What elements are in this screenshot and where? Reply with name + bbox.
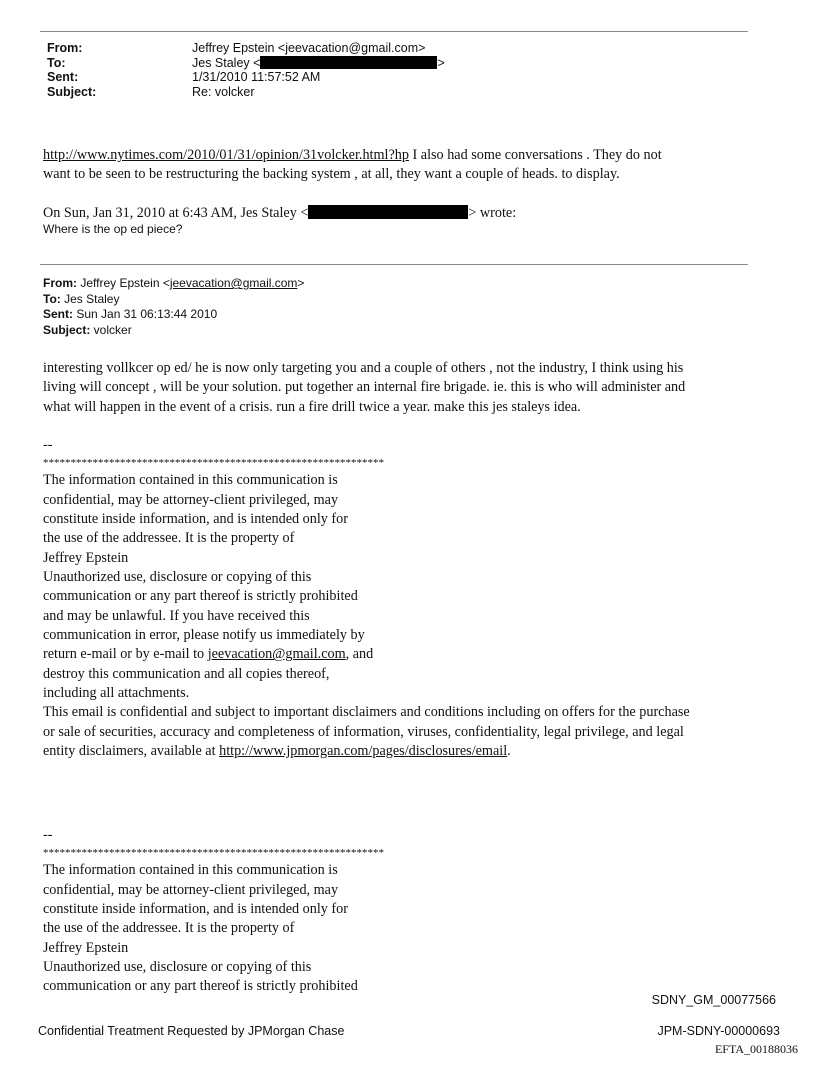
jpm-disclaimer-line1: This email is confidential and subject to important disclaimers and conditions including on offers for the purchase bbox=[43, 704, 690, 721]
disclaimer-line: communication in error, please notify us immediately by bbox=[43, 627, 365, 644]
disclaimer-block bbox=[43, 436, 690, 762]
from-close-2: > bbox=[297, 276, 305, 290]
subject-value-2: volcker bbox=[90, 322, 132, 337]
disclaimer-line: Jeffrey Epstein bbox=[43, 549, 129, 566]
jpmorgan-disclosures-link[interactable]: http://www.jpmorgan.com/pages/disclosures/email bbox=[219, 743, 508, 760]
disclaimer-line: destroy this communication and all copies thereof, bbox=[43, 665, 330, 682]
to-close: > bbox=[437, 55, 445, 70]
disclaimer-line: confidential, may be attorney-client privileged, may bbox=[43, 491, 339, 508]
to-label: To: bbox=[47, 55, 66, 70]
disclaimer-block-2 bbox=[43, 826, 384, 997]
to-label-2: To: bbox=[43, 291, 61, 306]
original-message-body bbox=[43, 359, 685, 417]
redaction-block bbox=[308, 205, 468, 219]
disclaimer2-line: Unauthorized use, disclosure or copying of this bbox=[43, 959, 312, 976]
disclaimer-return-suffix: , and bbox=[345, 646, 374, 663]
disclaimer-line: Unauthorized use, disclosure or copying of this bbox=[43, 569, 312, 586]
body-line1: interesting vollkcer op ed/ he is now only targeting you and a couple of others , not the industry, I think using his bbox=[43, 360, 684, 376]
bates-jpm: JPM-SDNY-00000693 bbox=[657, 1024, 780, 1038]
disclaimer2-line: The information contained in this communication is bbox=[43, 862, 338, 879]
quoted-text: Where is the op ed piece? bbox=[43, 222, 183, 236]
bates-sdny: SDNY_GM_00077566 bbox=[651, 993, 776, 1007]
top-divider bbox=[40, 31, 748, 32]
disclaimer2-line: constitute inside information, and is intended only for bbox=[43, 901, 348, 918]
from-email-link-2[interactable]: jeevacation@gmail.com bbox=[169, 276, 298, 290]
from-value: Jeffrey Epstein <jeevacation@gmail.com> bbox=[192, 41, 426, 55]
jpm-disclaimer-line3: entity disclaimers, available at bbox=[43, 743, 220, 760]
disclaimer-return-prefix: return e-mail or by e-mail to bbox=[43, 646, 208, 663]
redaction-block bbox=[260, 56, 437, 69]
disclaimer-line: and may be unlawful. If you have received this bbox=[43, 607, 310, 624]
bates-efta: EFTA_00188036 bbox=[714, 1042, 798, 1056]
from-name-2: Jeffrey Epstein < bbox=[77, 276, 170, 290]
to-value bbox=[192, 56, 445, 71]
body-line3: what will happen in the event of a crisis. run a fire drill twice a year. make this jes staleys idea. bbox=[43, 398, 581, 415]
sent-value-2: Sun Jan 31 06:13:44 2010 bbox=[73, 307, 218, 321]
nytimes-link[interactable]: http://www.nytimes.com/2010/01/31/opinion/31volcker.html?hp bbox=[43, 147, 409, 163]
disclaimer2-line: Jeffrey Epstein bbox=[43, 939, 129, 956]
quote-divider bbox=[40, 264, 748, 265]
email-header-forwarded bbox=[43, 276, 304, 338]
disclaimer-line: The information contained in this communication is bbox=[43, 472, 338, 489]
to-name: Jes Staley < bbox=[192, 55, 261, 70]
signature-dashes-2: -- bbox=[43, 827, 53, 843]
disclaimer2-line: confidential, may be attorney-client privileged, may bbox=[43, 881, 339, 898]
quote-suffix: > wrote: bbox=[468, 205, 517, 221]
to-value-2: Jes Staley bbox=[60, 291, 120, 306]
signature-stars-2: ************************************************************** bbox=[43, 847, 384, 860]
sent-label: Sent: bbox=[47, 70, 79, 84]
subject-label: Subject: bbox=[47, 84, 97, 99]
jpm-disclaimer-line2: or sale of securities, accuracy and completeness of information, viruses, confidentiality, legal privilege, and legal bbox=[43, 723, 684, 740]
signature-stars: ************************************************************** bbox=[43, 457, 384, 470]
disclaimer-line: the use of the addressee. It is the property of bbox=[43, 530, 295, 547]
from-label: From: bbox=[47, 41, 83, 55]
disclaimer2-line: communication or any part thereof is strictly prohibited bbox=[43, 978, 358, 995]
jpm-disclaimer-period: . bbox=[507, 743, 511, 760]
sent-value: 1/31/2010 11:57:52 AM bbox=[192, 70, 321, 84]
disclaimer-line: including all attachments. bbox=[43, 685, 190, 702]
reply-line2: want to be seen to be restructuring the backing system , at all, they want a couple of heads. to display. bbox=[43, 166, 620, 183]
disclaimer-line: communication or any part thereof is strictly prohibited bbox=[43, 588, 358, 605]
confidential-notice: Confidential Treatment Requested by JPMorgan Chase bbox=[38, 1024, 345, 1038]
quote-intro bbox=[43, 204, 516, 223]
subject-label-2: Subject: bbox=[43, 322, 91, 337]
body-line2: living will concept , will be your solution. put together an internal fire brigade. ie. this is who will administer and bbox=[43, 379, 686, 396]
disclaimer-email-link[interactable]: jeevacation@gmail.com bbox=[207, 646, 346, 663]
reply-line1: I also had some conversations . They do not bbox=[408, 147, 662, 163]
sent-label-2: Sent: bbox=[43, 307, 73, 321]
signature-dashes: -- bbox=[43, 437, 53, 453]
disclaimer2-line: the use of the addressee. It is the property of bbox=[43, 920, 295, 937]
reply-body bbox=[43, 146, 662, 185]
quote-prefix: On Sun, Jan 31, 2010 at 6:43 AM, Jes Staley < bbox=[43, 205, 309, 221]
disclaimer-line: constitute inside information, and is intended only for bbox=[43, 511, 348, 528]
subject-value: Re: volcker bbox=[192, 84, 255, 99]
from-label-2: From: bbox=[43, 276, 77, 290]
